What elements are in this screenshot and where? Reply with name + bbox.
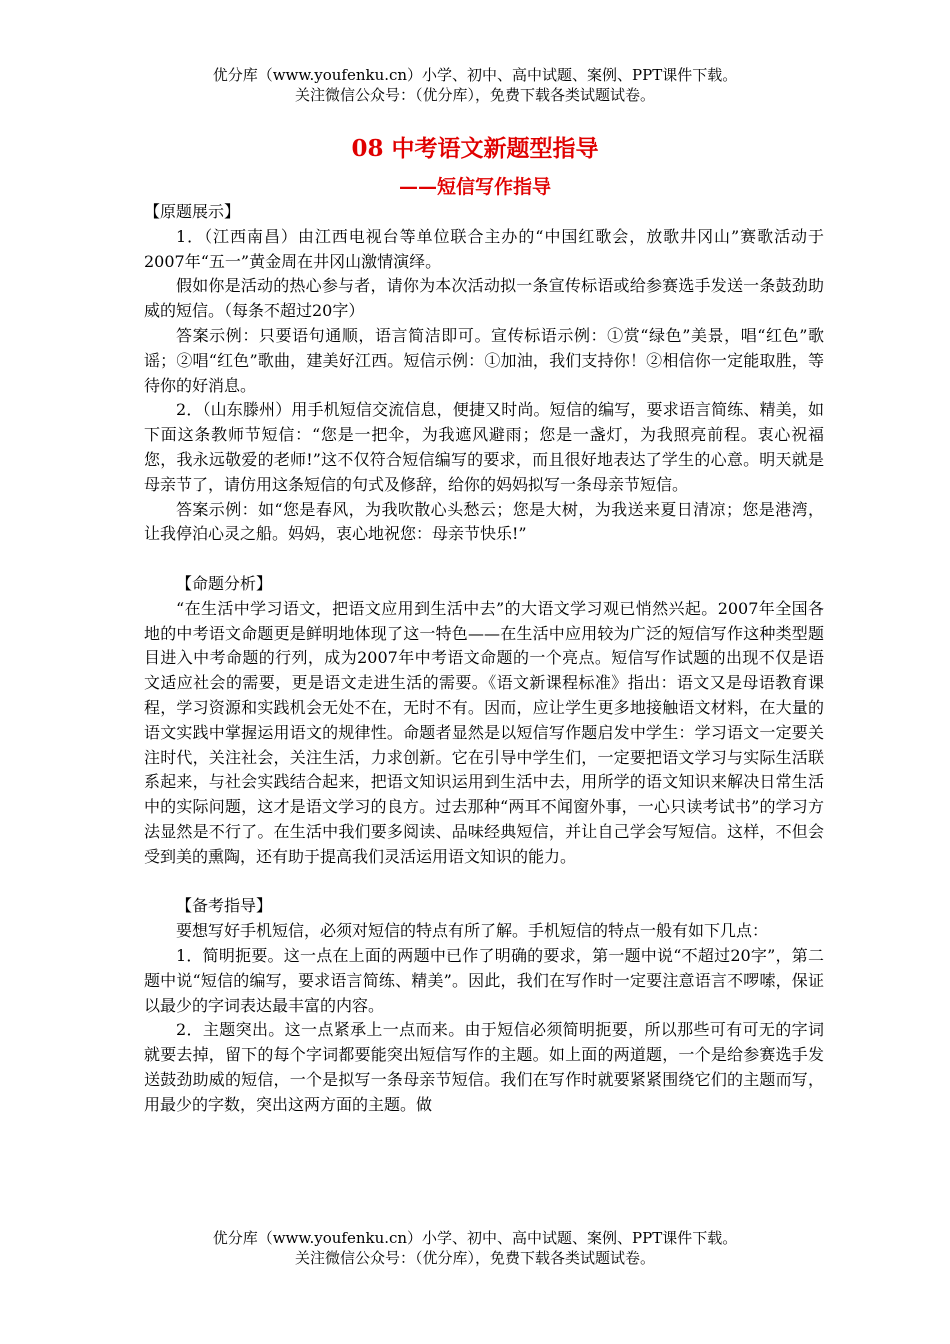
guide-point-1: 1．简明扼要。这一点在上面的两题中已作了明确的要求，第一题中说“不超过20字”，第二题中说“短信的编写，要求语言简练、精美”。因此，我们在写作时一定要注意语言不啰嗦，保证以最少的字词表达最丰富的内容。 [144,945,824,1015]
section-spacer [144,870,824,895]
section-heading-analysis: 【命题分析】 [176,573,273,593]
question-1-answer: 答案示例：只要语句通顺，语言简洁即可。宣传标语示例：①赏“绿色”美景，唱“红色”歌谣；②唱“红色”歌曲，建美好江西。短信示例：①加油，我们支持你！②相信你一定能取胜，等待你的好消息。 [144,325,824,395]
page-footer-line-2: 关注微信公众号：（优分库），免费下载各类试题试卷。 [294,1249,655,1267]
question-2-answer: 答案示例：如“您是春风，为我吹散心头愁云；您是大树，为我送来夏日清凉；您是港湾，让我停泊心灵之船。妈妈，衷心地祝您：母亲节快乐!” [144,499,824,544]
section-heading-original: 【原题展示】 [144,202,241,221]
document-body [144,200,824,1117]
document-title: 08 中考语文新题型指导 [351,135,599,162]
question-1: 1．（江西南昌）由江西电视台等单位联合主办的“中国红歌会，放歌井冈山”赛歌活动于2007年“五一”黄金周在井冈山激情演绎。 [144,226,824,271]
page-header-line-2: 关注微信公众号：（优分库），免费下载各类试题试卷。 [294,86,655,104]
guide-point-2: 2．主题突出。这一点紧承上一点而来。由于短信必须简明扼要，所以那些可有可无的字词就要去掉，留下的每个字词都要能突出短信写作的主题。如上面的两道题，一个是给参赛选手发送鼓劲助威的短信，一个是拟写一条母亲节短信。我们在写作时就要紧紧围绕它们的主题而写，用最少的字数，突出这两方面的主题。做 [144,1020,824,1114]
question-1-task: 假如你是活动的热心参与者，请你为本次活动拟一条宣传标语或给参赛选手发送一条鼓劲助威的短信。（每条不超过20字） [144,276,824,321]
guide-intro: 要想写好手机短信，必须对短信的特点有所了解。手机短信的特点一般有如下几点： [176,921,769,941]
question-2: 2．（山东滕州）用手机短信交流信息，便捷又时尚。短信的编写，要求语言简练、精美，如下面这条教师节短信：“您是一把伞，为我遮风避雨；您是一盏灯，为我照亮前程。衷心祝福您，我永远敬爱的老师!”这不仅符合短信编写的要求，而且很好地表达了学生的心意。明天就是母亲节了，请仿用这条短信的句式及修辞，给你的妈妈拟写一条母亲节短信。 [144,400,824,494]
analysis-paragraph: “在生活中学习语文，把语文应用到生活中去”的大语文学习观已悄然兴起。2007年全国各地的中考语文命题更是鲜明地体现了这一特色——在生活中应用较为广泛的短信写作这种类型题目进入中考命题的行列，成为2007年中考语文命题的一个亮点。短信写作试题的出现不仅是语文适应社会的需要，更是语文走进生活的需要。《语文新课程标准》指出：语文又是母语教育课程，学习资源和实践机会无处不在，无时不有。因而，应让学生更多地接触语文材料，在大量的语文实践中掌握运用语文的规律性。命题者显然是以短信写作题启发中学生：学习语文一定要关注时代，关注社会，关注生活，力求创新。它在引导中学生们，一定要把语文学习与实际生活联系起来，与社会实践结合起来，把语文知识运用到生活中去，用所学的语文知识来解决日常生活中的实际问题，这才是语文学习的良方。过去那种“两耳不闻窗外事，一心只读考试书”的学习方法显然是不行了。在生活中我们要多阅读、品味经典短信，并让自己学会写短信。这样，不但会受到美的熏陶，还有助于提高我们灵活运用语文知识的能力。 [144,598,824,866]
page-footer-line-1: 优分库（www.youfenku.cn）小学、初中、高中试题、案例、PPT课件下载。 [212,1229,738,1247]
section-spacer [144,547,824,572]
page-header-line-1: 优分库（www.youfenku.cn）小学、初中、高中试题、案例、PPT课件下载。 [212,66,738,84]
section-heading-guide: 【备考指导】 [176,896,273,916]
document-subtitle: ——短信写作指导 [398,176,551,198]
